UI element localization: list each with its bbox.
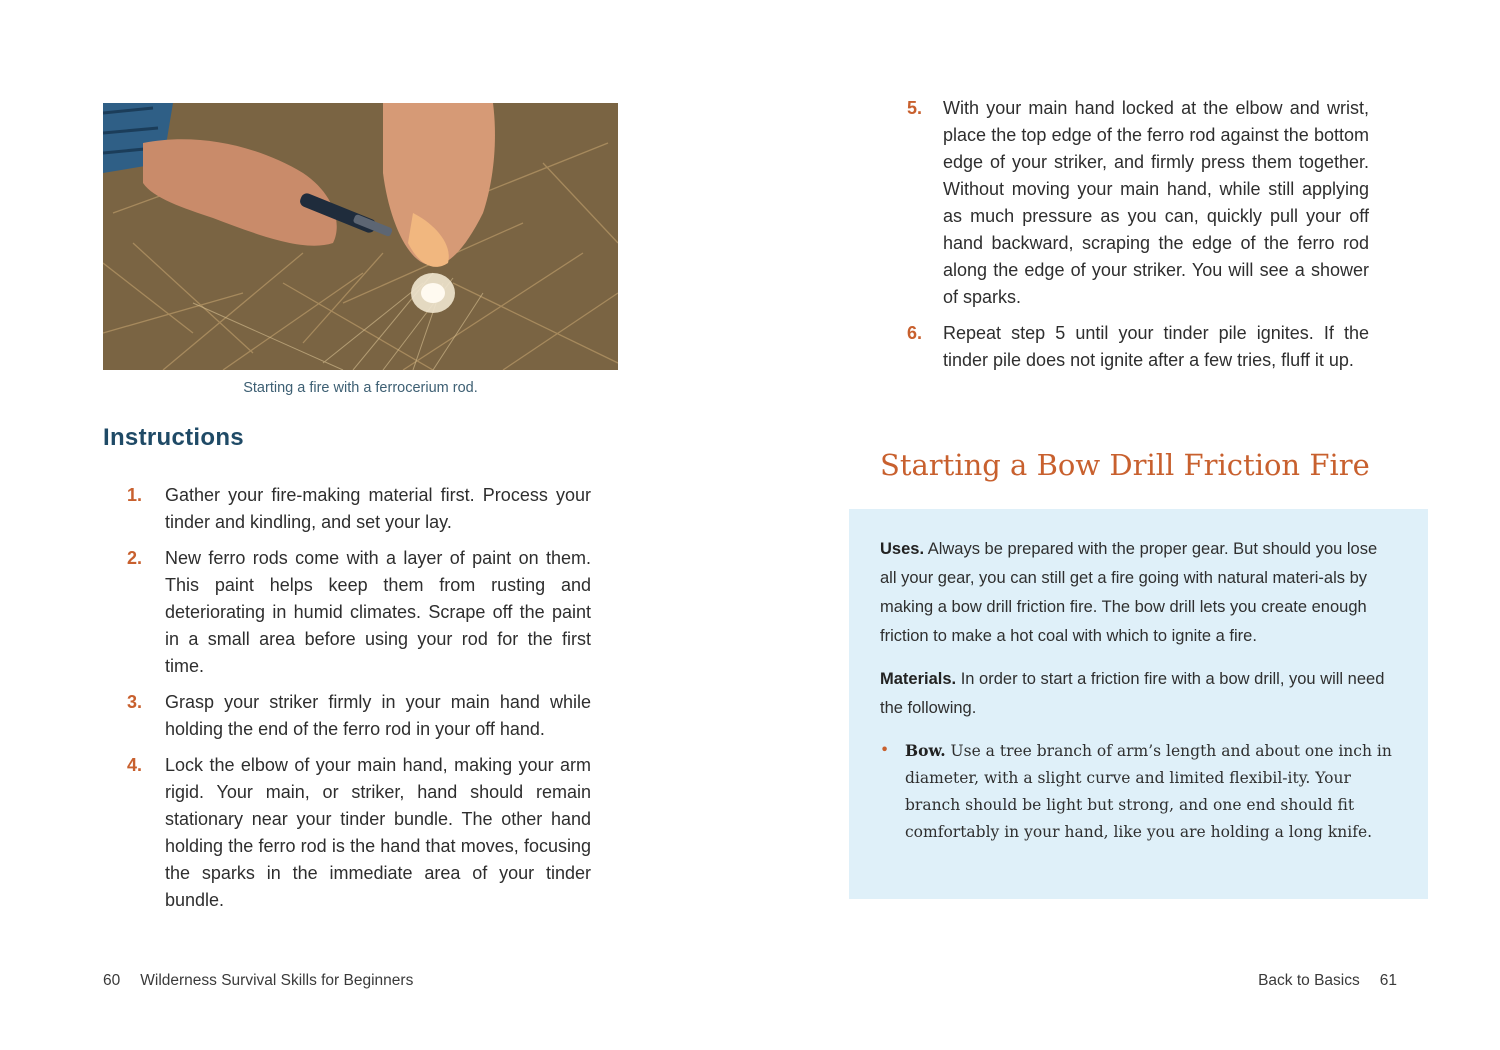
step-text: Repeat step 5 until your tinder pile ignites. If the tinder pile does not ignite after a few tries, fluff it up. [943, 323, 1369, 370]
instruction-step [103, 752, 591, 914]
step-number: 6. [907, 323, 923, 343]
bullet-marker: • [880, 741, 890, 759]
bow-drill-sidebar [849, 509, 1428, 899]
instruction-steps-right [903, 95, 1369, 383]
instruction-step [103, 482, 591, 536]
step-number: 2. [127, 548, 143, 568]
instruction-step [903, 95, 1369, 311]
step-text: Grasp your striker firmly in your main hand while holding the end of the ferro rod in your off hand. [165, 692, 591, 739]
instruction-steps-left [103, 482, 591, 923]
bow-bullet [880, 737, 1397, 846]
right-page-footer [1258, 972, 1397, 990]
step-number: 5. [907, 98, 923, 118]
photo-caption: Starting a fire with a ferrocerium rod. [243, 380, 478, 396]
chapter-title: Back to Basics [1258, 972, 1360, 989]
step-number: 3. [127, 692, 143, 712]
uses-text: Always be prepared with the proper gear. But should you lose all your gear, you can still get a fire going with natural materi-als by making a bow drill friction fire. The bow drill lets you create enough friction to make a hot coal with which to ignite a fire. [880, 540, 1378, 645]
instructions-heading: Instructions [103, 424, 244, 451]
materials-label: Materials. [880, 670, 957, 688]
instruction-step [103, 545, 591, 680]
page-number: 61 [1379, 972, 1397, 989]
step-text: New ferro rods come with a layer of paint on them. This paint helps keep them from rusting and deteriorating in humid climates. Scrape off the paint in a small area before using your rod for the first time. [165, 548, 591, 676]
right-page [750, 0, 1500, 1050]
ferro-rod-photo-illustration [103, 103, 618, 370]
fire-starting-photo [103, 103, 618, 370]
bow-drill-heading: Starting a Bow Drill Friction Fire [880, 448, 1370, 482]
left-page-footer [103, 972, 413, 990]
materials-text: In order to start a friction fire with a bow drill, you will need the following. [880, 670, 1385, 717]
bow-text: Use a tree branch of arm’s length and about one inch in diameter, with a slight curve and limited flexibil-ity. Your branch should be light but strong, and one end should fit comfortably in your hand, like you are holding a long knife. [905, 742, 1392, 841]
step-text: Gather your fire-making material first. Process your tinder and kindling, and set your lay. [165, 485, 591, 532]
book-title: Wilderness Survival Skills for Beginners [140, 972, 414, 989]
bow-label: Bow. [905, 741, 946, 760]
step-number: 4. [127, 755, 143, 775]
materials-paragraph [880, 665, 1397, 723]
instruction-step [103, 689, 591, 743]
uses-label: Uses. [880, 540, 925, 558]
step-text: With your main hand locked at the elbow and wrist, place the top edge of the ferro rod against the bottom edge of your striker, and firmly press them together. Without moving your main hand, while still applying as much pressure as you can, quickly pull your off hand backward, scraping the edge of the ferro rod along the edge of your striker. You will see a shower of sparks. [943, 98, 1369, 307]
instruction-step [903, 320, 1369, 374]
page-number: 60 [103, 972, 121, 989]
step-number: 1. [127, 485, 143, 505]
step-text: Lock the elbow of your main hand, making your arm rigid. Your main, or striker, hand should remain stationary near your tinder bundle. The other hand holding the ferro rod is the hand that moves, focusing the sparks in the immediate area of your tinder bundle. [165, 755, 591, 910]
uses-paragraph [880, 535, 1397, 651]
